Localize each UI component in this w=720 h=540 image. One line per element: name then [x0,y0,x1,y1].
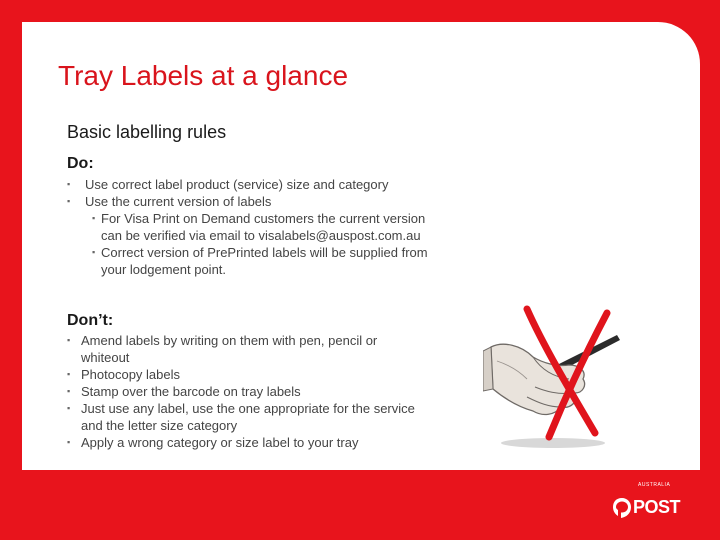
section-subtitle: Basic labelling rules [67,122,227,142]
bullet-icon: ▪ [67,179,71,189]
do-list [67,176,447,278]
list-item: ▪ Use the current version of labels [67,194,272,209]
bullet-icon: ▪ [67,403,71,413]
page-title: Tray Labels at a glance [58,60,349,91]
dont-list [67,332,417,451]
list-item: ▪ Stamp over the barcode on tray labels [67,384,301,399]
list-item: ▪ Photocopy labels [67,367,181,382]
list-item: ▪ For Visa Print on Demand customers the current version can be verified via email to visalabels@auspost.com.au [92,211,426,243]
bullet-icon: ▪ [67,196,71,206]
list-item: ▪ Correct version of PrePrinted labels will be supplied from your lodgement point. [92,245,428,277]
bullet-icon: ▪ [67,437,71,447]
do-heading: Do: [67,155,94,172]
list-item: ▪ Apply a wrong category or size label to your tray [67,435,359,450]
australia-post-logo-icon [610,496,634,520]
list-item: ▪ Amend labels by writing on them with pen, pencil or whiteout [67,333,378,365]
dont-heading: Don’t: [67,312,114,329]
bullet-icon: ▪ [67,335,71,345]
list-item: ▪ Just use any label, use the one appropriate for the service and the letter size category [67,401,415,433]
bullet-icon: ▪ [67,369,71,379]
logo-small-text: AUSTRALIA [638,482,671,488]
list-item: ▪ Use correct label product (service) size and category [67,177,389,192]
bullet-icon: ▪ [92,213,96,223]
hand-writing-crossed-out-icon [483,305,623,450]
logo-text: POST [633,497,681,517]
bullet-icon: ▪ [67,386,71,396]
bullet-icon: ▪ [92,247,96,257]
